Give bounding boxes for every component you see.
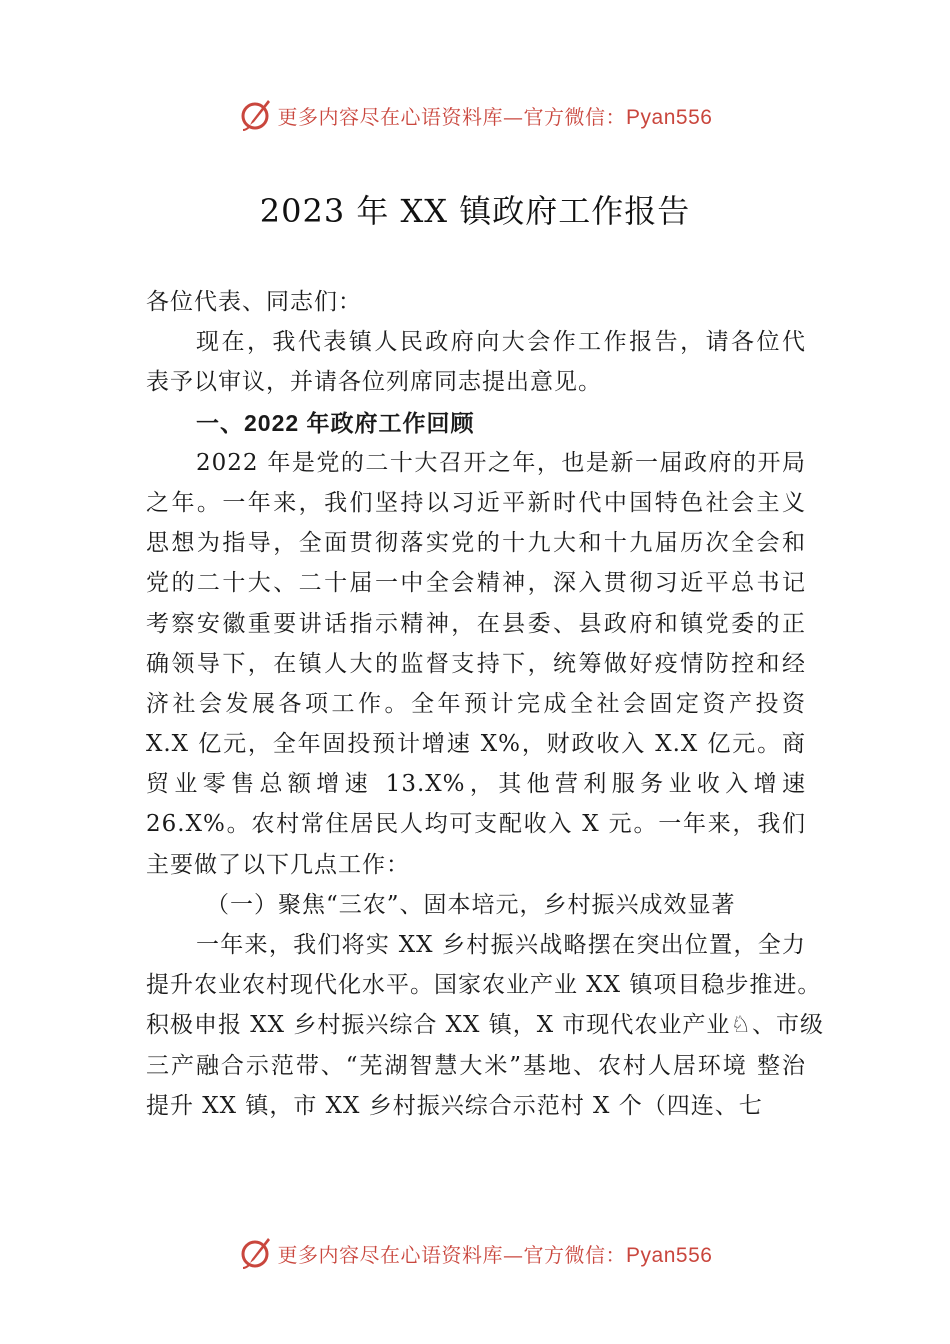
paragraph-line: 党的二十大、二十届一中全会精神，深入贯彻习近平总书记 <box>146 570 806 597</box>
paragraph-line: 提升 XX 镇，市 XX 乡村振兴综合示范村 X 个（四连、七 <box>146 1092 763 1119</box>
section-heading: 一、2022 年政府工作回顾 <box>196 409 475 436</box>
banner-text: 更多内容尽在心语资料库—官方微信：Pyan556 <box>277 1242 713 1267</box>
paragraph-line: 26.X%。农村常住居民人均可支配收入 X 元。一年来，我们 <box>146 811 806 838</box>
quill-pen-logo-icon <box>238 97 274 133</box>
paragraph-line: 三产融合示范带、“芜湖智慧大米”基地、农村人居环境 整治 <box>146 1052 806 1079</box>
paragraph-line: 主要做了以下几点工作： <box>146 851 410 878</box>
paragraph-line: 之年。一年来，我们坚持以习近平新时代中国特色社会主义 <box>146 489 806 516</box>
paragraph-line: 提升农业农村现代化水平。国家农业产业 XX 镇项目稳步推进。 <box>146 972 822 999</box>
wechat-id: Pyan556 <box>626 1243 713 1267</box>
paragraph-line: 济社会发展各项工作。全年预计完成全社会固定资产投资 <box>146 690 806 717</box>
paragraph-line: 确领导下，在镇人大的监督支持下，统筹做好疫情防控和经 <box>146 650 806 677</box>
paragraph-line: 积极申报 XX 乡村振兴综合 XX 镇，X 市现代农业产业♘、市级 <box>146 1012 825 1039</box>
paragraph-line: 贸业零售总额增速 13.X%，其他营利服务业收入增速 <box>146 771 806 798</box>
wechat-id: Pyan556 <box>626 105 713 129</box>
header-banner <box>0 95 950 135</box>
document-title: 2023 年 XX 镇政府工作报告 <box>259 192 691 230</box>
quill-pen-logo-icon <box>238 1235 274 1271</box>
document-body <box>146 282 825 1126</box>
banner-text: 更多内容尽在心语资料库—官方微信：Pyan556 <box>277 104 713 129</box>
paragraph-line: 一年来，我们将实 XX 乡村振兴战略摆在突出位置，全力 <box>196 932 806 958</box>
paragraph-line: 现在，我代表镇人民政府向大会作工作报告，请各位代 <box>196 329 806 356</box>
salutation: 各位代表、同志们： <box>146 289 362 315</box>
paragraph-line: 思想为指导，全面贯彻落实党的十九大和十九届历次全会和 <box>146 530 806 557</box>
footer-banner <box>0 1233 950 1273</box>
paragraph-line: 表予以审议，并请各位列席同志提出意见。 <box>146 369 602 396</box>
paragraph-line: X.X 亿元，全年固投预计增速 X%，财政收入 X.X 亿元。商 <box>146 731 806 758</box>
paragraph-line: 2022 年是党的二十大召开之年，也是新一届政府的开局 <box>196 449 806 476</box>
paragraph-line: 考察安徽重要讲话指示精神，在县委、县政府和镇党委的正 <box>146 610 806 637</box>
subsection-heading: （一）聚焦“三农”、固本培元，乡村振兴成效显著 <box>206 891 736 918</box>
